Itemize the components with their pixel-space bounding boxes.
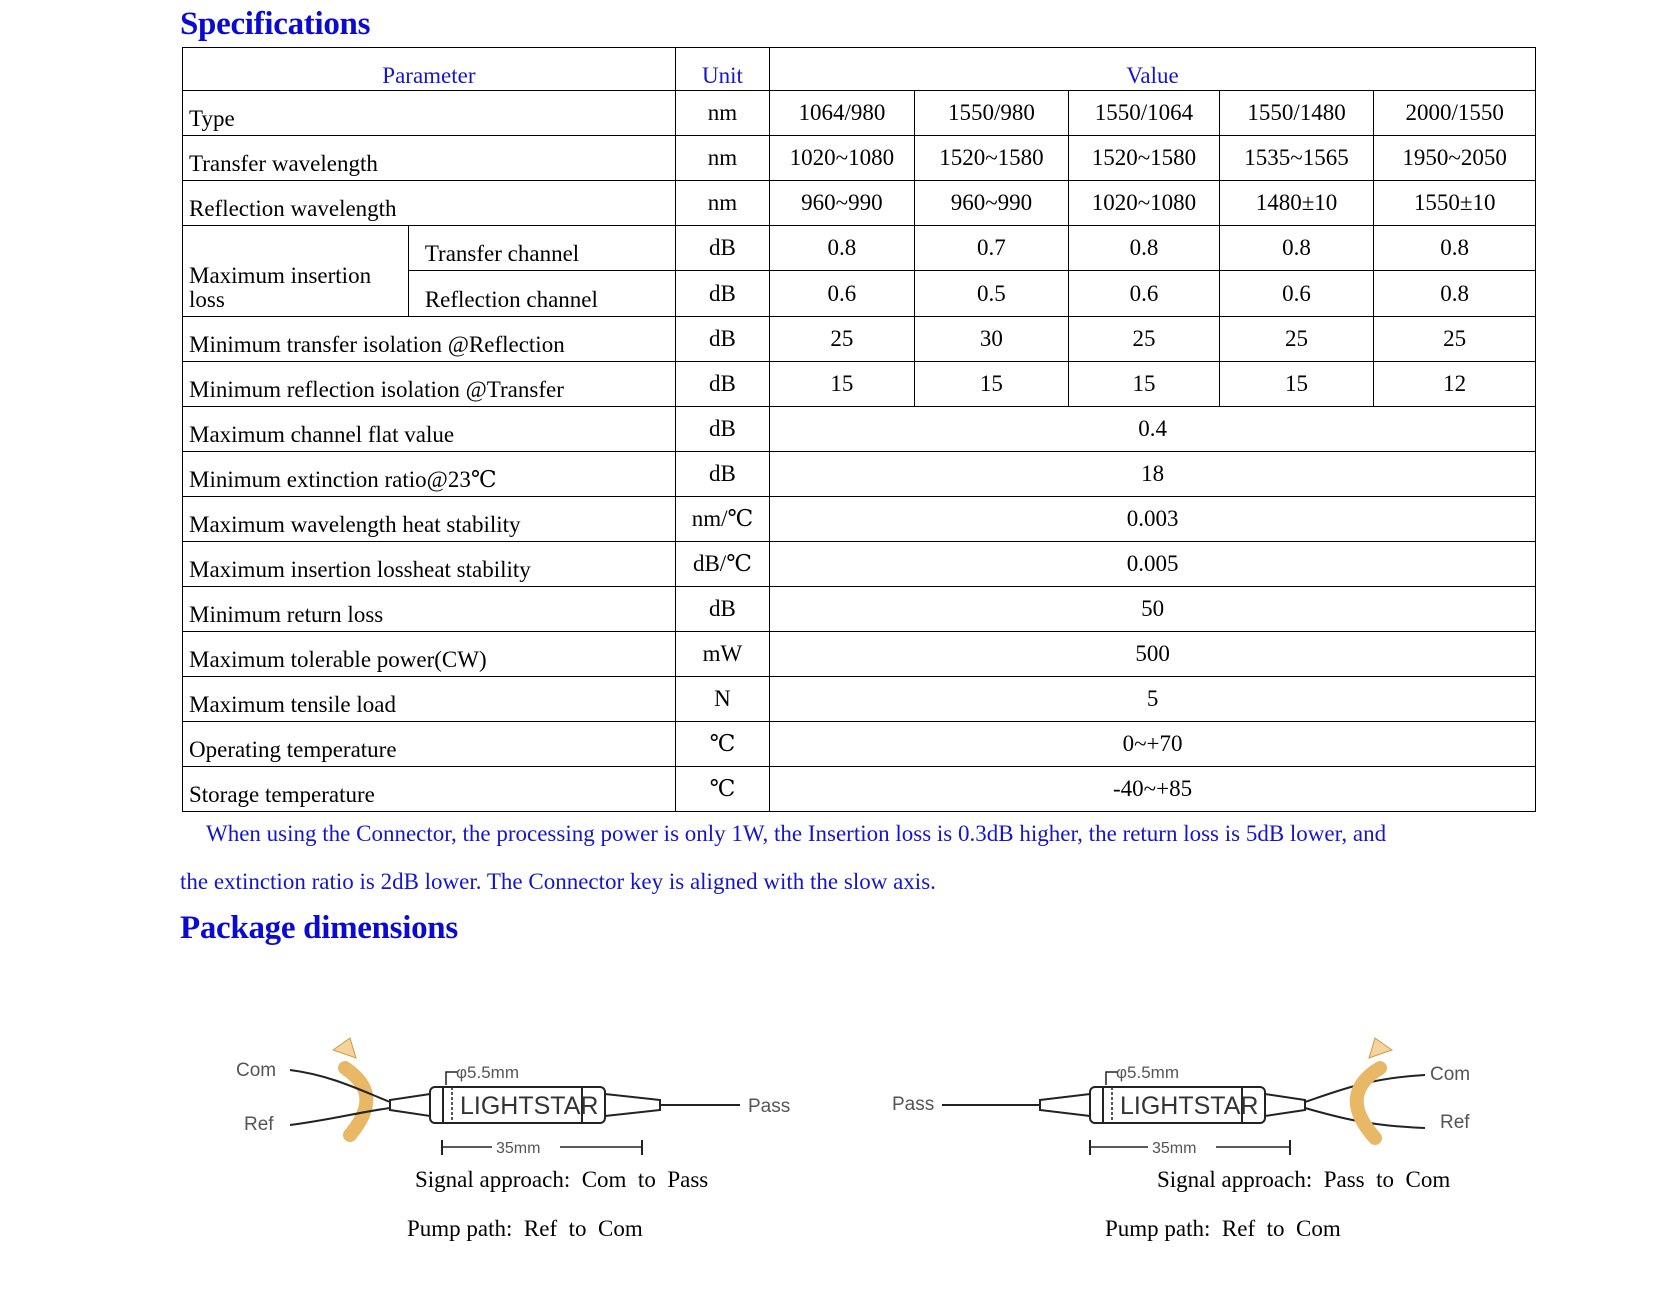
note-line-2: the extinction ratio is 2dB lower. The Connector key is aligned with the slow axis. bbox=[180, 869, 936, 894]
package-diagram-2 bbox=[890, 1030, 1490, 1180]
isolation-row-label: Minimum reflection isolation @Transfer bbox=[183, 362, 676, 407]
param-value: 50 bbox=[770, 587, 1536, 632]
reflection-channel-value: 0.5 bbox=[914, 271, 1069, 317]
boot-right bbox=[1265, 1094, 1305, 1116]
com-fiber bbox=[290, 1070, 390, 1102]
isolation-row-value: 25 bbox=[1069, 317, 1220, 362]
wavelength-row-value: 960~990 bbox=[914, 181, 1069, 226]
pump-caption-2: Pump path: Ref to Com bbox=[1105, 1216, 1341, 1241]
length-label: 35mm bbox=[496, 1140, 541, 1157]
pass-label: Pass bbox=[892, 1094, 935, 1115]
wavelength-row-value: 1020~1080 bbox=[770, 136, 915, 181]
isolation-row-value: 25 bbox=[770, 317, 915, 362]
transfer-channel-value: 0.8 bbox=[1219, 226, 1374, 271]
table-row bbox=[183, 362, 1536, 407]
param-label: Minimum extinction ratio@23℃ bbox=[183, 452, 676, 497]
note-line-1: When using the Connector, the processing power is only 1W, the Insertion loss is 0.3dB higher, the return loss is 5dB lower, and bbox=[206, 821, 1387, 846]
param-value: 0.005 bbox=[770, 542, 1536, 587]
connector-note-continued bbox=[180, 857, 1540, 906]
wavelength-row-value: 1020~1080 bbox=[1069, 181, 1220, 226]
header-unit: Unit bbox=[675, 48, 769, 91]
wavelength-row-label: Transfer wavelength bbox=[183, 136, 676, 181]
wavelength-row-value: 1520~1580 bbox=[914, 136, 1069, 181]
transfer-channel-value: 0.8 bbox=[770, 226, 915, 271]
isolation-row-value: 25 bbox=[1219, 317, 1374, 362]
wavelength-row-unit: nm bbox=[675, 181, 769, 226]
wavelength-row-value: 1950~2050 bbox=[1374, 136, 1536, 181]
type-value: 1064/980 bbox=[770, 91, 915, 136]
param-label: Storage temperature bbox=[183, 767, 676, 812]
param-label: Maximum wavelength heat stability bbox=[183, 497, 676, 542]
param-unit: ℃ bbox=[675, 722, 769, 767]
param-value: 0.003 bbox=[770, 497, 1536, 542]
reflection-channel-value: 0.8 bbox=[1374, 271, 1536, 317]
table-row bbox=[183, 91, 1536, 136]
package-dimensions-heading: Package dimensions bbox=[180, 910, 458, 946]
param-unit: N bbox=[675, 677, 769, 722]
brand-label: LIGHTSTAR bbox=[1120, 1092, 1259, 1120]
isolation-row-value: 30 bbox=[914, 317, 1069, 362]
diameter-label: φ5.5mm bbox=[456, 1063, 519, 1082]
reflection-channel-label: Reflection channel bbox=[408, 271, 675, 317]
diameter-label: φ5.5mm bbox=[1116, 1063, 1179, 1082]
param-label: Maximum channel flat value bbox=[183, 407, 676, 452]
type-label: Type bbox=[183, 91, 676, 136]
reflection-channel-value: 0.6 bbox=[1069, 271, 1220, 317]
type-value: 1550/1064 bbox=[1069, 91, 1220, 136]
wavelength-row-label: Reflection wavelength bbox=[183, 181, 676, 226]
specifications-heading: Specifications bbox=[180, 6, 371, 42]
wavelength-row-value: 1480±10 bbox=[1219, 181, 1374, 226]
isolation-row-unit: dB bbox=[675, 317, 769, 362]
ref-label: Ref bbox=[244, 1114, 274, 1135]
transfer-channel-unit: dB bbox=[675, 226, 769, 271]
table-row bbox=[183, 542, 1536, 587]
isolation-row-value: 15 bbox=[1219, 362, 1374, 407]
signal-caption-2: Signal approach: Pass to Com bbox=[1157, 1167, 1451, 1192]
signal-caption-1: Signal approach: Com to Pass bbox=[415, 1167, 709, 1192]
param-unit: nm/℃ bbox=[675, 497, 769, 542]
param-label: Minimum return loss bbox=[183, 587, 676, 632]
param-value: -40~+85 bbox=[770, 767, 1536, 812]
insertion-loss-label: Maximum insertion loss bbox=[183, 226, 409, 317]
isolation-row-label: Minimum transfer isolation @Reflection bbox=[183, 317, 676, 362]
param-unit: dB/℃ bbox=[675, 542, 769, 587]
wavelength-row-value: 1535~1565 bbox=[1219, 136, 1374, 181]
specifications-table bbox=[182, 47, 1536, 812]
isolation-row-value: 15 bbox=[1069, 362, 1220, 407]
param-label: Maximum tensile load bbox=[183, 677, 676, 722]
table-row bbox=[183, 497, 1536, 542]
param-unit: dB bbox=[675, 407, 769, 452]
param-value: 0~+70 bbox=[770, 722, 1536, 767]
boot-left bbox=[390, 1094, 430, 1116]
param-value: 0.4 bbox=[770, 407, 1536, 452]
type-value: 1550/1480 bbox=[1219, 91, 1374, 136]
reflection-channel-value: 0.6 bbox=[1219, 271, 1374, 317]
isolation-row-unit: dB bbox=[675, 362, 769, 407]
transfer-channel-value: 0.8 bbox=[1069, 226, 1220, 271]
table-header-row bbox=[183, 48, 1536, 91]
com-label: Com bbox=[1430, 1064, 1471, 1085]
isolation-row-value: 25 bbox=[1374, 317, 1536, 362]
param-label: Maximum insertion lossheat stability bbox=[183, 542, 676, 587]
type-value: 1550/980 bbox=[914, 91, 1069, 136]
header-parameter: Parameter bbox=[183, 48, 676, 91]
type-unit: nm bbox=[675, 91, 769, 136]
table-row bbox=[183, 226, 1536, 271]
transfer-channel-value: 0.7 bbox=[914, 226, 1069, 271]
param-value: 18 bbox=[770, 452, 1536, 497]
table-row bbox=[183, 407, 1536, 452]
boot-left bbox=[1040, 1094, 1090, 1116]
table-row bbox=[183, 317, 1536, 362]
param-unit: mW bbox=[675, 632, 769, 677]
reflection-channel-value: 0.6 bbox=[770, 271, 915, 317]
transfer-channel-label: Transfer channel bbox=[408, 226, 675, 271]
ref-label: Ref bbox=[1440, 1112, 1470, 1133]
length-dimension bbox=[442, 1140, 642, 1155]
table-row bbox=[183, 677, 1536, 722]
param-unit: dB bbox=[675, 452, 769, 497]
wavelength-row-unit: nm bbox=[675, 136, 769, 181]
wavelength-row-value: 1520~1580 bbox=[1069, 136, 1220, 181]
table-row bbox=[183, 767, 1536, 812]
table-row bbox=[183, 452, 1536, 497]
param-label: Operating temperature bbox=[183, 722, 676, 767]
param-unit: dB bbox=[675, 587, 769, 632]
type-value: 2000/1550 bbox=[1374, 91, 1536, 136]
table-row bbox=[183, 136, 1536, 181]
table-row bbox=[183, 587, 1536, 632]
boot-right bbox=[605, 1094, 660, 1116]
isolation-row-value: 15 bbox=[770, 362, 915, 407]
pass-label: Pass bbox=[748, 1096, 791, 1117]
reflection-channel-unit: dB bbox=[675, 271, 769, 317]
param-value: 500 bbox=[770, 632, 1536, 677]
package-diagram-1 bbox=[230, 1030, 830, 1180]
param-label: Maximum tolerable power(CW) bbox=[183, 632, 676, 677]
table-row bbox=[183, 181, 1536, 226]
length-label: 35mm bbox=[1152, 1140, 1197, 1157]
param-value: 5 bbox=[770, 677, 1536, 722]
wavelength-row-value: 1550±10 bbox=[1374, 181, 1536, 226]
table-row bbox=[183, 722, 1536, 767]
com-label: Com bbox=[236, 1060, 277, 1081]
pump-caption-1: Pump path: Ref to Com bbox=[407, 1216, 643, 1241]
transfer-channel-value: 0.8 bbox=[1374, 226, 1536, 271]
connector-note bbox=[180, 809, 1540, 858]
isolation-row-value: 12 bbox=[1374, 362, 1536, 407]
param-unit: ℃ bbox=[675, 767, 769, 812]
isolation-row-value: 15 bbox=[914, 362, 1069, 407]
wavelength-row-value: 960~990 bbox=[770, 181, 915, 226]
table-row bbox=[183, 632, 1536, 677]
header-value: Value bbox=[770, 48, 1536, 91]
ref-fiber bbox=[290, 1108, 390, 1125]
brand-label: LIGHTSTAR bbox=[460, 1092, 599, 1120]
